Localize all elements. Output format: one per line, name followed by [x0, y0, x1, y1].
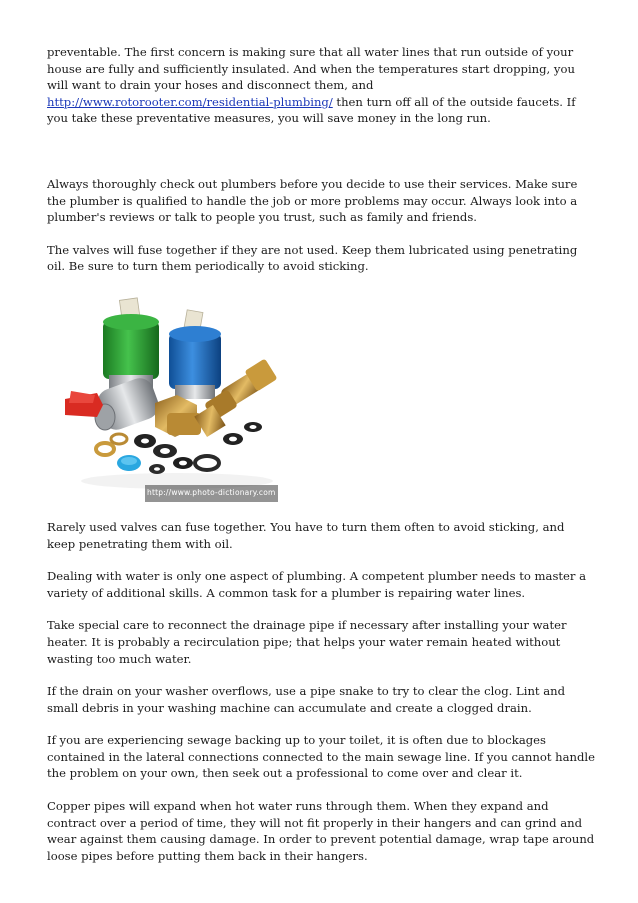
- red-valve-handle: [65, 391, 103, 417]
- rotorooter-link[interactable]: http://www.rotorooter.com/residential-plumbing/: [47, 94, 333, 109]
- paragraph-sewage-backup: If you are experiencing sewage backing up to your toilet, it is often due to blockages contained in the lateral connections connected to the main sewage line. If you cannot handle the problem on your own, then seek out a professional to come over and clear it.: [47, 733, 596, 781]
- green-valve-cartridge: [103, 298, 159, 389]
- document-page: [47, 44, 595, 880]
- photo-watermark: http://www.photo-dictionary.com: [145, 485, 278, 502]
- paragraph-insulation-text-a: preventable. The first concern is making sure that all water lines that run outside of your house are fully and sufficiently insulated. And when the temperatures start dropping, you will want to drain your hoses and disconnect them, and: [47, 45, 575, 93]
- cyan-cap: [117, 455, 141, 471]
- paragraph-insulation: [47, 44, 595, 127]
- plumbing-parts-illustration: [57, 291, 287, 501]
- plumbing-parts-photo: [57, 291, 287, 501]
- blue-valve-cartridge: [169, 310, 221, 399]
- paragraph-copper-pipes: Copper pipes will expand when hot water runs through them. When they expand and contract over a period of time, they will not fit properly in their hangers and can grind and wear against them causing damage. In order to prevent potential damage, wrap tape around loose pipes before putting them back in their hangers.: [47, 799, 595, 863]
- paragraph-rarely-used-valves: Rarely used valves can fuse together. You have to turn them often to avoid sticking, and keep penetrating them with oil.: [47, 519, 565, 551]
- paragraph-drainage-pipe: Take special care to reconnect the drainage pipe if necessary after installing your water heater. It is probably a recirculation pipe; that helps your water remain heated without wasting too much water.: [47, 618, 567, 666]
- brass-washers: [96, 434, 127, 455]
- paragraph-valves-fuse: The valves will fuse together if they are not used. Keep them lubricated using penetrating oil. Be sure to turn them periodically to avoid sticking.: [47, 242, 578, 274]
- paragraph-washer-drain: If the drain on your washer overflows, use a pipe snake to try to clear the clog. Lint and small debris in your washing machine can accumulate and create a clogged drain.: [47, 684, 566, 715]
- paragraph-insulation-text-b: then turn off all of the outside faucets. If you take these preventative measures, you will save money in the long run.: [47, 94, 576, 126]
- paragraph-check-plumbers: Always thoroughly check out plumbers before you decide to use their services. Make sure the plumber is qualified to handle the job or more problems may occur. Always look into a plumber's reviews or talk to people you trust, such as family and friends.: [47, 176, 578, 225]
- paragraph-plumber-skills: Dealing with water is only one aspect of plumbing. A competent plumber needs to master a variety of additional skills. A common task for a plumber is repairing water lines.: [47, 569, 587, 600]
